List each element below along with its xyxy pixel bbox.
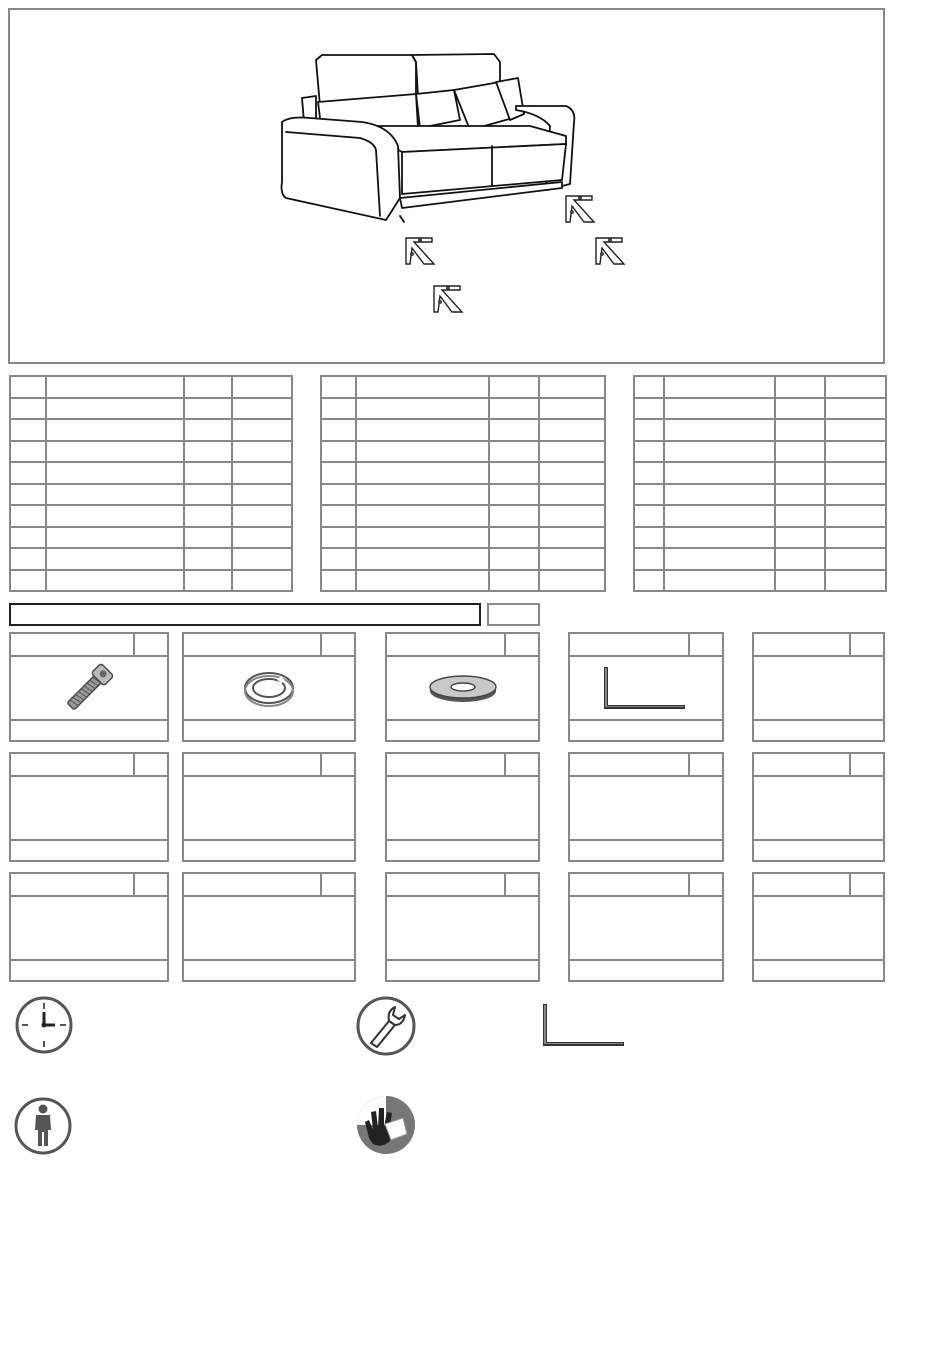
hardware-card-art [570, 777, 722, 839]
parts-table-row [321, 505, 605, 527]
parts-table-cell [356, 548, 489, 570]
parts-table-cell [10, 441, 46, 463]
parts-table-cell [10, 419, 46, 441]
parts-table-cell [539, 376, 605, 398]
parts-table-cell [232, 398, 292, 420]
hardware-card [568, 752, 724, 862]
parts-table-cell [321, 527, 356, 549]
parts-table-row [10, 484, 292, 506]
parts-table-row [10, 570, 292, 592]
hardware-card-qty [504, 754, 538, 775]
parts-table-cell [10, 398, 46, 420]
parts-table-row [10, 548, 292, 570]
parts-table-cell [356, 376, 489, 398]
parts-table-cell [539, 462, 605, 484]
parts-table-cell [184, 398, 232, 420]
parts-table-cell [775, 570, 825, 592]
parts-table-cell [46, 441, 184, 463]
hardware-card [385, 632, 540, 742]
parts-table-cell [46, 484, 184, 506]
parts-table-row [634, 570, 886, 592]
hardware-card-header [11, 874, 167, 897]
parts-table-cell [232, 441, 292, 463]
parts-table-row [634, 441, 886, 463]
parts-table-cell [232, 527, 292, 549]
parts-table-cell [634, 441, 664, 463]
parts-table-cell [356, 419, 489, 441]
parts-table-cell [184, 441, 232, 463]
parts-table-cell [10, 376, 46, 398]
hardware-card-code [184, 959, 354, 980]
hardware-card-header [570, 634, 722, 657]
parts-table-cell [321, 441, 356, 463]
hardware-card-art [387, 897, 538, 959]
hardware-card-qty [320, 634, 354, 655]
hardware-card-qty [688, 634, 722, 655]
parts-table-cell [321, 570, 356, 592]
parts-table-row [321, 441, 605, 463]
parts-table-cell [775, 462, 825, 484]
parts-table-cell [321, 484, 356, 506]
hardware-card [9, 632, 169, 742]
hardware-card [9, 872, 169, 982]
parts-table-row [634, 505, 886, 527]
parts-table-cell [539, 548, 605, 570]
parts-table-row [634, 484, 886, 506]
parts-table-row [321, 570, 605, 592]
hardware-card-header [11, 754, 167, 777]
parts-table-cell [825, 398, 886, 420]
hardware-count-box [487, 603, 540, 626]
parts-table-cell [321, 462, 356, 484]
parts-table-cell [664, 527, 775, 549]
parts-table-cell [232, 505, 292, 527]
parts-table-cell [775, 419, 825, 441]
hardware-card-art [754, 777, 883, 839]
parts-table-cell [46, 505, 184, 527]
parts-table-cell [634, 398, 664, 420]
parts-table-row [10, 398, 292, 420]
hardware-card-code [184, 719, 354, 740]
clock-icon [14, 995, 74, 1055]
hardware-card-code [754, 839, 883, 860]
parts-table-cell [664, 484, 775, 506]
hardware-card-art [184, 897, 354, 959]
hardware-card-header [387, 634, 538, 657]
parts-table-cell [825, 419, 886, 441]
parts-table-cell [634, 462, 664, 484]
parts-table-cell [664, 462, 775, 484]
parts-table-cell [539, 398, 605, 420]
parts-table-row [10, 441, 292, 463]
parts-table-cell [232, 570, 292, 592]
parts-table-cell [539, 484, 605, 506]
parts-table-row [321, 484, 605, 506]
hardware-card-qty [849, 874, 883, 895]
parts-table-cell [634, 484, 664, 506]
hardware-card-header [754, 634, 883, 657]
hardware-card-art [570, 897, 722, 959]
parts-table-cell [664, 548, 775, 570]
hardware-card-qty [133, 634, 167, 655]
parts-table-cell [232, 484, 292, 506]
hardware-card-code [387, 959, 538, 980]
parts-table-cell [232, 462, 292, 484]
parts-table-cell [664, 398, 775, 420]
parts-table-cell [184, 570, 232, 592]
parts-table-cell [539, 527, 605, 549]
bolt-icon [11, 657, 167, 719]
hardware-card-qty [849, 634, 883, 655]
hardware-card-art [11, 777, 167, 839]
parts-table-cell [825, 484, 886, 506]
parts-table-cell [634, 419, 664, 441]
parts-table-cell [489, 505, 539, 527]
parts-table-cell [775, 398, 825, 420]
hardware-card-qty [688, 874, 722, 895]
parts-table-cell [825, 376, 886, 398]
parts-table-cell [825, 505, 886, 527]
hardware-card-code [570, 719, 722, 740]
parts-table-cell [664, 441, 775, 463]
hardware-card-code [184, 839, 354, 860]
hardware-card [182, 872, 356, 982]
parts-table-row [10, 419, 292, 441]
parts-table-cell [356, 484, 489, 506]
parts-table-cell [184, 419, 232, 441]
parts-table-cell [775, 527, 825, 549]
parts-table-cell [634, 505, 664, 527]
illustration-panel [8, 8, 885, 364]
hardware-card-header [387, 754, 538, 777]
parts-table-cell [825, 441, 886, 463]
parts-table-cell [46, 376, 184, 398]
hardware-card-qty [133, 754, 167, 775]
parts-table-cell [10, 462, 46, 484]
parts-table-cell [634, 527, 664, 549]
wrench-hand-icon [355, 995, 417, 1057]
hardware-card [752, 872, 885, 982]
parts-table-cell [10, 527, 46, 549]
hardware-title-bar [9, 603, 481, 626]
parts-table-row [634, 527, 886, 549]
parts-table-cell [10, 505, 46, 527]
parts-table-row [634, 462, 886, 484]
parts-table-cell [356, 462, 489, 484]
hardware-card-art [754, 657, 883, 719]
parts-table-cell [775, 505, 825, 527]
parts-table-cell [539, 570, 605, 592]
parts-table-cell [825, 548, 886, 570]
parts-table-cell [321, 548, 356, 570]
hardware-card-qty [849, 754, 883, 775]
sofa-bed-illustration [10, 10, 883, 362]
hardware-card-qty [133, 874, 167, 895]
hardware-card-header [184, 874, 354, 897]
parts-table-cell [356, 441, 489, 463]
parts-table-cell [356, 527, 489, 549]
parts-table-cell [489, 398, 539, 420]
parts-table-cell [489, 376, 539, 398]
parts-table-cell [232, 548, 292, 570]
person-icon [12, 1096, 74, 1156]
hardware-card-header [11, 634, 167, 657]
hardware-card-code [570, 839, 722, 860]
parts-table-cell [10, 570, 46, 592]
parts-table-cell [489, 548, 539, 570]
parts-table-row [10, 527, 292, 549]
hardware-card-header [184, 754, 354, 777]
parts-table-cell [825, 462, 886, 484]
parts-table-cell [46, 548, 184, 570]
parts-table-cell [489, 570, 539, 592]
parts-table-cell [664, 570, 775, 592]
hardware-card-header [754, 754, 883, 777]
parts-table-row [10, 462, 292, 484]
hardware-card [385, 872, 540, 982]
cleaning-hand-icon [355, 1094, 417, 1156]
parts-table-cell [489, 441, 539, 463]
hardware-card-code [11, 839, 167, 860]
hardware-card-header [754, 874, 883, 897]
parts-table-row [634, 376, 886, 398]
parts-table-3 [633, 375, 887, 592]
hardware-card-art [11, 897, 167, 959]
hardware-card-code [754, 959, 883, 980]
hardware-card-header [387, 874, 538, 897]
hardware-card-qty [688, 754, 722, 775]
parts-table-cell [10, 484, 46, 506]
hardware-card-code [11, 719, 167, 740]
hardware-card [9, 752, 169, 862]
parts-table-cell [232, 376, 292, 398]
hardware-card-code [11, 959, 167, 980]
parts-table-cell [321, 376, 356, 398]
parts-table-row [321, 376, 605, 398]
parts-table-cell [664, 376, 775, 398]
parts-table-cell [10, 548, 46, 570]
parts-table-row [634, 398, 886, 420]
parts-table-cell [825, 527, 886, 549]
parts-table-cell [634, 570, 664, 592]
parts-table-cell [489, 527, 539, 549]
hardware-card [752, 632, 885, 742]
parts-table-cell [321, 419, 356, 441]
parts-table-row [321, 527, 605, 549]
parts-table-cell [775, 376, 825, 398]
parts-table-row [321, 419, 605, 441]
parts-table-cell [356, 398, 489, 420]
hardware-card-header [570, 754, 722, 777]
hardware-card-code [570, 959, 722, 980]
parts-table-cell [46, 398, 184, 420]
parts-table-cell [184, 505, 232, 527]
parts-table-row [634, 419, 886, 441]
hardware-card [568, 632, 724, 742]
parts-table-cell [356, 570, 489, 592]
parts-table-cell [184, 376, 232, 398]
flat-washer-icon [387, 657, 538, 719]
parts-table-row [10, 505, 292, 527]
hardware-card [385, 752, 540, 862]
hardware-card-qty [504, 874, 538, 895]
allen-key-icon [540, 1002, 630, 1048]
parts-table-cell [634, 548, 664, 570]
hardware-card-qty [320, 754, 354, 775]
parts-table-cell [489, 484, 539, 506]
parts-table-cell [489, 419, 539, 441]
parts-table-cell [539, 419, 605, 441]
hardware-card-qty [320, 874, 354, 895]
parts-table-cell [825, 570, 886, 592]
parts-table-row [321, 398, 605, 420]
hardware-card [182, 632, 356, 742]
parts-table-cell [184, 527, 232, 549]
parts-table-row [10, 376, 292, 398]
hardware-card-header [184, 634, 354, 657]
hardware-card-code [387, 839, 538, 860]
hardware-card-code [387, 719, 538, 740]
hardware-card-qty [504, 634, 538, 655]
hardware-card-header [570, 874, 722, 897]
parts-table-row [321, 548, 605, 570]
allen-key-icon [570, 657, 722, 719]
hardware-card [182, 752, 356, 862]
parts-table-cell [664, 505, 775, 527]
parts-table-cell [46, 527, 184, 549]
parts-table-row [634, 548, 886, 570]
hardware-card [752, 752, 885, 862]
parts-table-cell [539, 441, 605, 463]
hardware-card-art [754, 897, 883, 959]
parts-table-cell [46, 462, 184, 484]
parts-table-cell [46, 570, 184, 592]
parts-table-2 [320, 375, 606, 592]
parts-table-cell [321, 505, 356, 527]
parts-table-row [321, 462, 605, 484]
parts-table-cell [321, 398, 356, 420]
hardware-card-art [184, 777, 354, 839]
parts-table-cell [775, 484, 825, 506]
spring-washer-icon [184, 657, 354, 719]
parts-table-cell [775, 548, 825, 570]
hardware-card-art [387, 777, 538, 839]
parts-table-cell [46, 419, 184, 441]
hardware-card [568, 872, 724, 982]
parts-table-cell [634, 376, 664, 398]
parts-table-cell [232, 419, 292, 441]
parts-table-cell [489, 462, 539, 484]
hardware-card-code [754, 719, 883, 740]
parts-table-cell [539, 505, 605, 527]
parts-table-cell [775, 441, 825, 463]
parts-table-1 [9, 375, 293, 592]
parts-table-cell [664, 419, 775, 441]
parts-table-cell [356, 505, 489, 527]
parts-table-cell [184, 484, 232, 506]
parts-table-cell [184, 548, 232, 570]
parts-table-cell [184, 462, 232, 484]
